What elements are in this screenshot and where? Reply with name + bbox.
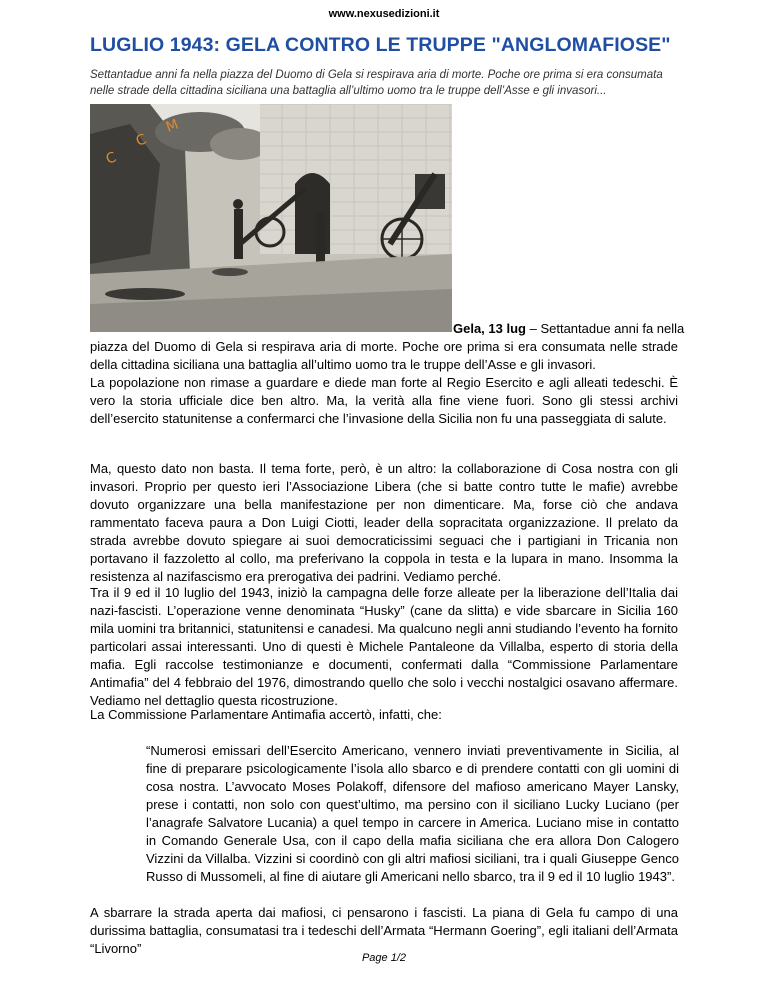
page-number: Page 1/2 [361, 952, 407, 964]
paragraph-4: Tra il 9 ed il 10 luglio del 1943, iniziò la campagna delle forze alleate per la liberazione dell’Italia dai nazi-fascisti. L’operazione venne denominata “Husky” (cane da slitta) e vide sbarcare in Sicilia 160 mila uomini tra britannici, statunitensi e canadesi. Ma qualcuno negli anni studiando l’evento ha fornito particolari assai interessanti. Uno di questi è Michele Pantaleone da Villalba, esperto di storia della mafia. Egli raccolse testimonianze e documenti, confermati dalla “Commissione Parlamentare Antimafia” del 4 febbraio del 1976, dimostrando quello che solo i vecchi nostalgici osavano affermare. Vediamo nel dettaglio questa ricostruzione. [90, 585, 678, 708]
battle-photo-illustration [90, 104, 452, 332]
paragraph-2: La popolazione non rimase a guardare e diede man forte al Regio Esercito e agli alleati tedeschi. È vero la storia ufficiale dice ben altro. Ma, la verità alla fine viene fuori. Sono gli stessi archivi dell’esercito statunitense a confermarci che l’invasione della Sicilia non fu una passeggiata di salute. [90, 375, 678, 426]
paragraph-1: piazza del Duomo di Gela si respirava aria di morte. Poche ore prima si era consumata nelle strade della cittadina siciliana una battaglia all’ultimo uomo tra le truppe dell’Asse e gli invasori. [90, 339, 678, 372]
article-photo [90, 104, 452, 332]
paragraph-3: Ma, questo dato non basta. Il tema forte, però, è un altro: la collaborazione di Cosa nostra con gli invasori. Proprio per questo ieri l’Associazione Libera (che si batte contro tutte le mafie) avrebbe dovuto organizzare una bella manifestazione per non dimenticare. Ma, forse ciò che andava rammentato faceva paura a Don Luigi Ciotti, leader della sopracitata organizzazione. Il prelato da strada avrebbe dovuto spiegare ai suoi democraticissimi seguaci che i partigiani in Tricania non portavano il fazzoletto al collo, ma preferivano la coppola in testa e la lupara in mano. Insomma la resistenza al nazifascismo era prerogativa dei padrini. Vediamo perché. [90, 461, 678, 584]
paragraph-5: La Commissione Parlamentare Antimafia accertò, infatti, che: [90, 707, 442, 722]
svg-text:M: M [163, 116, 181, 136]
article-subtitle: Settantadue anni fa nella piazza del Duomo di Gela si respirava aria di morte. Poche ore prima si era consumata nelle strade della cittadina siciliana una battaglia all’ultimo uomo tra le truppe dell’Asse e gli invasori... [90, 69, 663, 97]
paragraph-6: A sbarrare la strada aperta dai mafiosi, ci pensarono i fascisti. La piana di Gela fu campo di una durissima battaglia, consumatasi tra i tedeschi dell’Armata “Hermann Goering”, egli italiani dell’Armata “Livorno” [90, 905, 678, 956]
page-title: LUGLIO 1943: GELA CONTRO LE TRUPPE "ANGLOMAFIOSE" [90, 34, 671, 56]
caption-text: – Settantadue anni fa nella [525, 321, 685, 336]
photo-caption [453, 320, 684, 338]
svg-text:C: C [133, 131, 149, 150]
dateline: Gela, 13 lug [453, 321, 526, 336]
commission-quote: “Numerosi emissari dell’Esercito Americano, vennero inviati preventivamente in Sicilia, al fine di preparare psicologicamente l’isola allo sbarco e di prendere contatti con gli uomini di cosa nostra. L’avvocato Moses Polakoff, difensore del mafioso americano Mayer Lansky, prese i contatti, non solo con quest’ultimo, ma persino con il siciliano Lucky Luciano (per l’anagrafe Salvatore Lucania) a quel tempo in carcere in America. Luciano mise in contatto in Comando Generale Usa, con il capo della mafia siciliana che era allora Don Calogero Vizzini da Villalba. Vizzini si coordinò con gli altri mafiosi siciliani, tra i quali Giuseppe Genco Russo di Mussomeli, al fine di aiutare gli Americani nello sbarco, tra il 9 ed il 10 luglio 1943”. [146, 743, 679, 884]
site-url: www.nexusedizioni.it [328, 8, 440, 20]
svg-text:C: C [103, 149, 119, 168]
